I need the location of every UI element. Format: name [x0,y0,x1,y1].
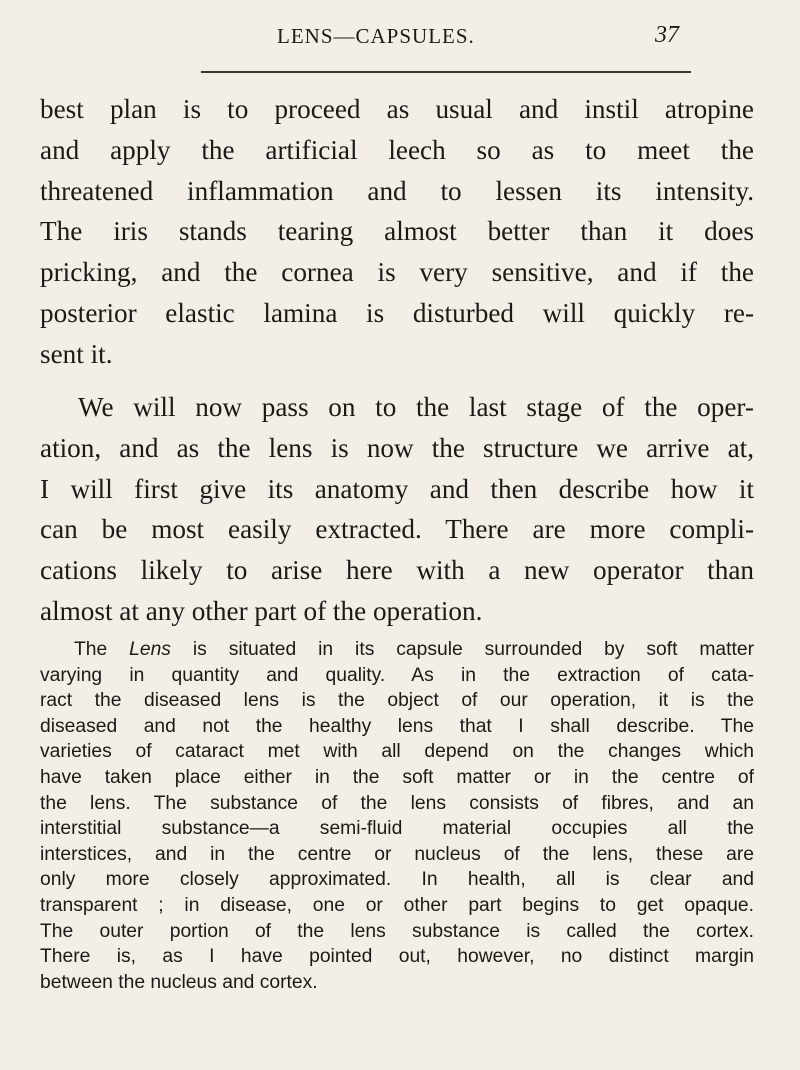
paragraph-line: the lens. The substance of the lens consists of fibres, and an [40,792,754,814]
line-suffix: is situated in its capsule surrounded by soft matter [170,639,754,660]
paragraph-line: varieties of cataract met with all depend on the changes which [40,741,754,763]
paragraph-line: sent it. [40,338,113,369]
header-rule [201,71,691,73]
paragraph-line: We will now pass on to the last stage of the oper- [78,392,754,422]
paragraph-line: have taken place either in the soft matter or in the centre of [40,766,754,788]
paragraph-line: pricking, and the cornea is very sensitive, and if the [40,257,754,288]
paragraph-line: between the nucleus and cortex. [40,971,318,993]
paragraph-line: best plan is to proceed as usual and instil atropine [40,94,754,124]
running-head [0,24,800,54]
paragraph-line: The outer portion of the lens substance is called the cortex. [40,920,754,942]
paragraph-line: diseased and not the healthy lens that I shall describe. The [40,715,754,737]
paragraph-line: cations likely to arise here with a new operator than [40,555,754,586]
line-prefix: The [74,639,130,660]
paragraph-line: interstices, and in the centre or nucleus of the lens, these are [40,843,754,865]
paragraph-1 [40,89,754,375]
paragraph-first-line [40,637,754,663]
paragraph-line: posterior elastic lamina is disturbed will quickly re- [40,297,754,328]
paragraph-line: threatened inflammation and to lessen its intensity. [40,175,754,206]
paragraph-2 [40,387,754,632]
paragraph-line: and apply the artificial leech so as to meet the [40,134,754,165]
running-title: LENS—CAPSULES. [277,24,475,48]
paragraph-line: ract the diseased lens is the object of our operation, it is the [40,690,754,712]
paragraph-line: only more closely approximated. In health, all is clear and [40,869,754,891]
paragraph-line: almost at any other part of the operation. [40,595,483,626]
paragraph-line: There is, as I have pointed out, however, no distinct margin [40,946,754,968]
paragraph-line: ation, and as the lens is now the structure we arrive at, [40,432,754,463]
paragraph-line: transparent ; in disease, one or other part begins to get opaque. [40,894,754,916]
paragraph-line: varying in quantity and quality. As in the extraction of cata- [40,664,754,686]
italic-term: Lens [129,639,171,660]
paragraph-3 [40,637,754,995]
page-number: 37 [655,22,679,48]
paragraph-line: I will first give its anatomy and then describe how it [40,473,754,504]
paragraph-line: can be most easily extracted. There are more compli- [40,514,754,545]
paragraph-line: The iris stands tearing almost better than it does [40,216,754,247]
paragraph-line: interstitial substance—a semi-fluid material occupies all the [40,818,754,840]
